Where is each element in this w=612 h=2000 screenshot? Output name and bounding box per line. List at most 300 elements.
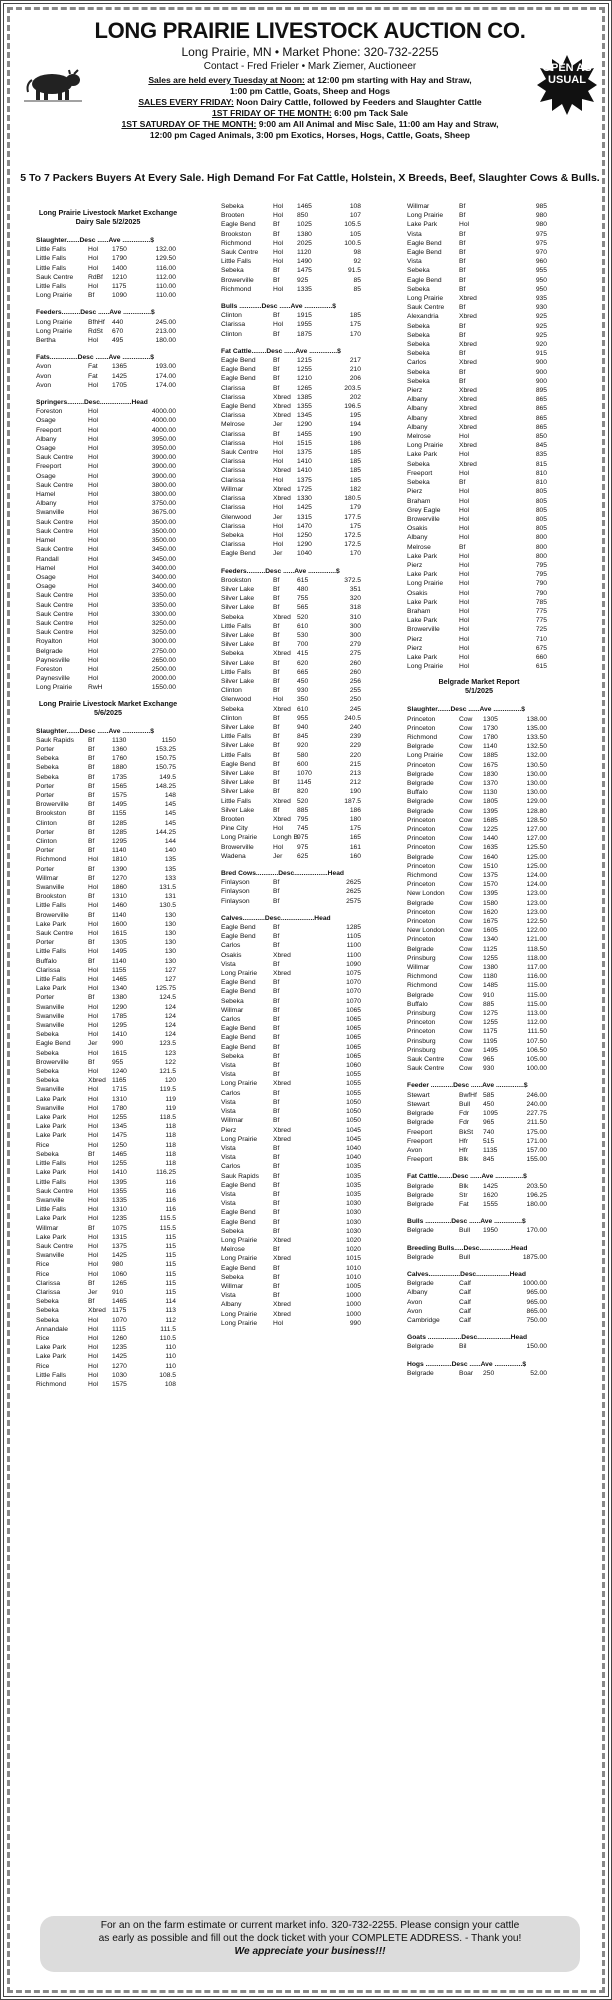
price-row [407,1091,551,1100]
row-town: Osage [36,583,56,591]
row-weight: 615 [297,576,309,584]
row-weight: 1565 [112,782,127,790]
row-town: Belgrade [407,770,434,778]
row-town: Sebeka [221,1273,244,1281]
row-desc: Blk [459,1156,469,1164]
price-row [221,1264,365,1273]
row-desc: Bf [273,1200,280,1208]
row-price: 149.5 [159,773,176,781]
row-town: Little Falls [221,733,252,741]
row-town: Swanville [36,1104,65,1112]
row-price: 203.5 [344,384,361,392]
row-desc: Hol [88,1178,99,1186]
row-weight: 520 [297,613,309,621]
price-row [221,1273,365,1282]
row-desc: Bf [273,1227,280,1235]
row-weight: 1475 [297,267,312,275]
row-town: Rice [36,1261,50,1269]
row-town: Sauk Centre [36,546,74,554]
row-weight: 1255 [297,366,312,374]
row-town: Long Prairie [221,970,258,978]
row-town: Sebeka [221,531,244,539]
price-row [221,248,365,257]
row-weight: 745 [297,825,309,833]
row-price: 132.00 [155,246,176,254]
row-weight: 1570 [483,881,498,889]
price-row [36,1288,180,1297]
row-desc: Hol [273,212,284,220]
price-row [407,395,551,404]
price-row [221,1319,365,1328]
price-row [221,239,365,248]
price-row [36,1260,180,1269]
row-weight: 2025 [297,239,312,247]
row-price: 1045 [346,1126,361,1134]
row-town: Little Falls [36,283,67,291]
row-price: 110.00 [156,292,176,300]
price-row [221,330,365,339]
row-desc: Calf [459,1289,471,1297]
row-price: 1150 [161,736,176,744]
row-price: 121.00 [526,936,547,944]
row-weight: 1345 [297,412,312,420]
row-desc: Hol [459,663,470,671]
row-desc: Bf [273,1273,280,1281]
row-desc: Hol [459,469,470,477]
row-desc: Bf [273,604,280,612]
row-weight: 975 [297,834,309,842]
row-price: 110 [165,1353,176,1361]
row-town: Sauk Centre [407,304,445,312]
row-weight: 1140 [483,743,498,751]
row-price: 1000 [346,1301,361,1309]
row-price: 1000 [346,1292,361,1300]
category-header: Slaughter.......Desc ......Ave ...............$ [36,727,154,735]
row-price: 115 [165,1261,176,1269]
row-price: 1055 [346,1071,361,1079]
row-price: 160 [349,852,361,860]
row-desc: RdSt [88,327,103,335]
row-town: Sebeka [36,1031,59,1039]
category-header: Bred Cows............Desc..................Head [221,870,345,878]
row-town: Albany [407,396,428,404]
row-price: 150.00 [526,1343,547,1351]
row-price: 3500.00 [151,518,176,526]
row-price: 2650.00 [151,656,176,664]
market-phone: Long Prairie, MN • Market Phone: 320-732-2255 [181,45,439,59]
row-weight: 480 [297,585,309,593]
row-price: 239 [349,733,361,741]
price-row [221,494,365,503]
price-row [36,1297,180,1306]
row-desc: Hol [88,417,99,425]
price-row [221,1236,365,1245]
row-town: Belgrade [407,1191,434,1199]
row-town: Porter [36,865,55,873]
price-row [36,828,180,837]
row-desc: Bf [88,847,95,855]
price-row [407,834,551,843]
row-price: 920 [535,341,547,349]
row-desc: Bf [273,1043,280,1051]
price-row [221,411,365,420]
price-row [221,1208,365,1217]
row-price: 195 [349,412,361,420]
row-desc: Bf [459,350,466,358]
row-desc: Xbred [459,359,477,367]
price-row [221,457,365,466]
row-desc: Cow [459,927,473,935]
price-row [407,899,551,908]
row-town: Foreston [36,408,63,416]
row-town: Swanville [36,884,65,891]
row-price: 110 [165,1344,176,1352]
row-price: 865 [535,405,547,413]
row-town: Swanville [36,1086,65,1094]
section-title: Long Prairie Livestock Market Exchange [38,698,178,708]
row-desc: Hol [88,647,99,655]
row-price: 118 [165,1123,176,1131]
row-weight: 1225 [483,826,498,833]
row-price: 1030 [346,1200,361,1208]
price-row [36,1003,180,1012]
row-weight: 1465 [297,203,312,210]
row-town: Long Prairie [407,442,444,450]
row-price: 1035 [346,1172,361,1180]
row-town: Pierz [407,561,423,569]
row-town: Sauk Centre [36,527,74,535]
row-desc: Bf [88,893,95,901]
row-weight: 1790 [112,255,127,263]
row-weight: 1290 [297,421,312,429]
row-weight: 1425 [483,1182,498,1190]
row-town: Avon [407,1307,423,1315]
row-town: Alexandria [407,313,439,321]
row-weight: 1310 [112,1206,127,1214]
row-price: 210 [349,366,361,374]
row-town: Belgrade [407,743,434,751]
row-town: Little Falls [221,622,252,630]
row-weight: 1385 [297,393,312,401]
price-row [221,1153,365,1162]
row-town: Sebeka [221,997,244,1005]
price-row [407,1316,551,1325]
row-weight: 1730 [483,724,498,732]
row-town: Prinsburg [407,1037,436,1045]
row-town: Willmar [221,485,244,493]
price-row [407,598,551,607]
row-desc: Bf [459,258,466,266]
row-desc: Bf [88,994,95,1002]
row-price: 150.75 [155,764,176,772]
price-row [221,941,365,950]
price-row [36,444,180,453]
row-price: 203.50 [526,1182,547,1190]
row-weight: 1305 [483,715,498,723]
row-desc: Cow [459,1056,473,1064]
row-price: 790 [535,580,547,588]
category-header: Bulls ..............Desc ......Ave ...............$ [407,1218,526,1226]
row-price: 116 [165,1178,176,1186]
row-town: Richmond [221,239,252,247]
row-desc: Bf [459,276,466,284]
row-town: Little Falls [36,976,67,984]
row-desc: Hol [273,825,284,833]
price-row [36,984,180,993]
row-desc: Bf [273,888,280,896]
row-town: Brookston [36,810,67,818]
row-price: 125.00 [526,853,547,861]
row-town: Freeport [407,1128,433,1136]
price-row [36,1242,180,1251]
row-desc: Xbred [273,412,291,420]
price-row [221,613,365,622]
row-price: 1035 [346,1181,361,1189]
row-price: 180.5 [344,495,361,503]
row-desc: Hol [88,1169,99,1177]
row-price: 3800.00 [151,481,176,489]
row-town: Porter [36,847,55,855]
row-desc: Bf [88,791,95,799]
row-town: Eagle Bend [221,1043,256,1051]
row-price: 975 [535,239,547,247]
price-row [36,327,180,336]
row-weight: 1380 [112,994,127,1002]
row-weight: 1395 [483,890,498,898]
row-price: 1100 [346,951,361,959]
row-desc: Bf [273,330,280,338]
price-row [221,631,365,640]
row-price: 3250.00 [151,629,176,637]
row-price: 106.50 [526,1046,547,1054]
price-row [407,1128,551,1137]
row-weight: 1270 [112,1362,127,1370]
row-town: Belgrade [407,853,434,861]
row-town: Stewart [407,1091,430,1099]
row-weight: 1290 [112,1003,127,1011]
row-town: Silver Lake [221,641,255,649]
row-town: Braham [407,607,431,615]
row-town: Belgrade [407,1200,434,1208]
row-price: 950 [535,276,547,284]
row-town: Princeton [407,844,436,852]
row-desc: Bf [88,1279,95,1287]
row-price: 123 [164,1049,176,1057]
price-row [221,732,365,741]
row-town: Willmar [221,1117,244,1125]
row-price: 123.5 [159,1040,176,1048]
row-weight: 1760 [112,755,127,763]
row-price: 112.00 [156,273,176,281]
row-town: Sebeka [221,1052,244,1060]
row-town: Sebeka [407,460,430,468]
row-town: Princeton [407,715,436,723]
row-weight: 1285 [112,828,127,836]
row-desc: Bull [459,1100,471,1108]
row-desc: Hol [88,1316,99,1324]
row-town: Sauk Centre [36,1242,74,1250]
row-town: Silver Lake [221,659,255,667]
row-price: 110 [165,1362,176,1370]
price-row [407,276,551,285]
row-weight: 1040 [297,550,312,558]
row-price: 1055 [346,1089,361,1097]
row-desc: Hol [88,537,99,545]
row-weight: 1175 [112,1307,127,1315]
row-price: 750.00 [526,1316,547,1324]
row-town: Long Prairie [221,1080,258,1088]
row-town: New London [407,927,445,935]
schedule-tuesday: Sales are held every Tuesday at Noon: at 12:00 pm starting with Hay and Straw, [148,75,472,85]
row-price: 775 [535,607,547,615]
category-header: Hogs ..............Desc ......Ave ...............$ [407,1360,527,1368]
price-row [36,1196,180,1205]
row-desc: Hol [273,541,284,549]
row-desc: Hol [88,656,99,664]
row-price: 900 [535,377,547,385]
price-row [407,432,551,441]
price-row [221,311,365,320]
price-row [407,724,551,733]
row-weight: 250 [483,1369,495,1377]
row-weight: 1290 [297,541,312,549]
row-town: Eagle Bend [221,357,256,365]
row-desc: Bf [273,751,280,759]
row-town: Eagle Bend [221,924,256,932]
row-desc: Hol [88,920,99,928]
row-town: Buffalo [407,789,428,797]
row-weight: 1265 [112,1279,127,1287]
row-town: Clarissa [221,384,246,392]
row-price: 128.80 [526,807,547,815]
price-row [36,1224,180,1233]
row-town: Sauk Centre [36,1187,74,1195]
row-price: 3900.00 [151,472,176,480]
row-price: 1030 [346,1227,361,1235]
row-desc: Bf [88,764,95,772]
row-price: 171.00 [526,1137,547,1145]
row-desc: Hol [88,1215,99,1223]
price-row [407,816,551,825]
row-price: 115 [165,1252,176,1260]
row-desc: Hol [88,665,99,673]
row-weight: 1355 [297,403,312,411]
row-town: Princeton [407,761,436,769]
price-row [36,245,180,254]
row-price: 130 [164,911,176,919]
row-weight: 1555 [483,1200,498,1208]
row-weight: 1425 [112,1252,127,1260]
row-weight: 1155 [112,810,127,818]
row-town: Sebeka [407,322,430,330]
row-desc: Hol [88,1196,99,1204]
row-price: 187.5 [344,797,361,805]
row-desc: Bf [273,659,280,667]
row-price: 950 [535,285,547,293]
price-row [407,616,551,625]
row-town: Prinsburg [407,1010,436,1018]
row-town: Clarissa [221,541,246,549]
price-row [36,1141,180,1150]
row-desc: Bf [273,1089,280,1097]
row-price: 1030 [346,1218,361,1226]
schedule-first-friday: 1ST FRIDAY OF THE MONTH: 6:00 pm Tack Sale [211,108,409,118]
price-row [221,393,365,402]
price-row [407,423,551,432]
row-price: 279 [349,641,361,649]
price-row [36,1021,180,1030]
row-weight: 820 [297,788,309,796]
row-desc: Bf [273,879,280,887]
row-price: 240.5 [344,714,361,722]
row-price: 124 [164,1022,176,1030]
row-desc: Xbred [273,951,291,959]
row-desc: Bf [273,924,280,932]
price-row [221,466,365,475]
row-town: Belgrade [407,991,434,999]
row-weight: 1070 [297,769,312,777]
row-desc: Bf [459,230,466,238]
row-weight: 1215 [297,357,312,365]
row-desc: Hol [88,491,99,499]
row-desc: Hol [459,635,470,643]
row-desc: Cow [459,945,473,953]
row-price: 1020 [346,1236,361,1244]
price-row [407,506,551,515]
row-weight: 1410 [297,458,312,466]
row-weight: 1120 [297,249,312,257]
row-town: Sebeka [36,1077,59,1085]
row-desc: Hol [88,337,99,345]
price-row [407,653,551,662]
row-town: Randall [36,555,59,563]
row-desc: Hol [273,321,284,329]
price-row [407,1279,551,1288]
price-row [221,1070,365,1079]
row-weight: 1335 [297,285,312,293]
row-desc: Hol [273,476,284,484]
row-weight: 625 [297,852,309,860]
row-town: Vista [221,1062,236,1070]
row-price: 3900.00 [151,463,176,471]
price-row [221,778,365,787]
price-row [221,833,365,842]
row-desc: Bf [88,1298,95,1306]
row-price: 112 [165,1316,176,1324]
row-town: Sauk Centre [221,449,259,457]
row-desc: Bf [273,942,280,950]
row-desc: Bf [273,1062,280,1070]
price-row [221,1079,365,1088]
row-weight: 1470 [297,522,312,530]
row-price: 220 [349,751,361,759]
price-row [407,1055,551,1064]
row-desc: Bf [273,230,280,238]
row-price: 107.50 [526,1037,547,1045]
row-desc: Hol [88,583,99,591]
row-desc: Hol [459,488,470,496]
row-price: 260 [349,659,361,667]
price-row [36,518,180,527]
price-row [221,1043,365,1052]
row-town: Eagle Bend [407,276,442,284]
row-desc: Bf [273,576,280,584]
row-price: 1550.00 [151,684,176,692]
price-row [221,365,365,374]
row-town: Albany [407,1289,428,1297]
row-town: Silver Lake [221,677,255,685]
row-town: Long Prairie [407,212,444,220]
